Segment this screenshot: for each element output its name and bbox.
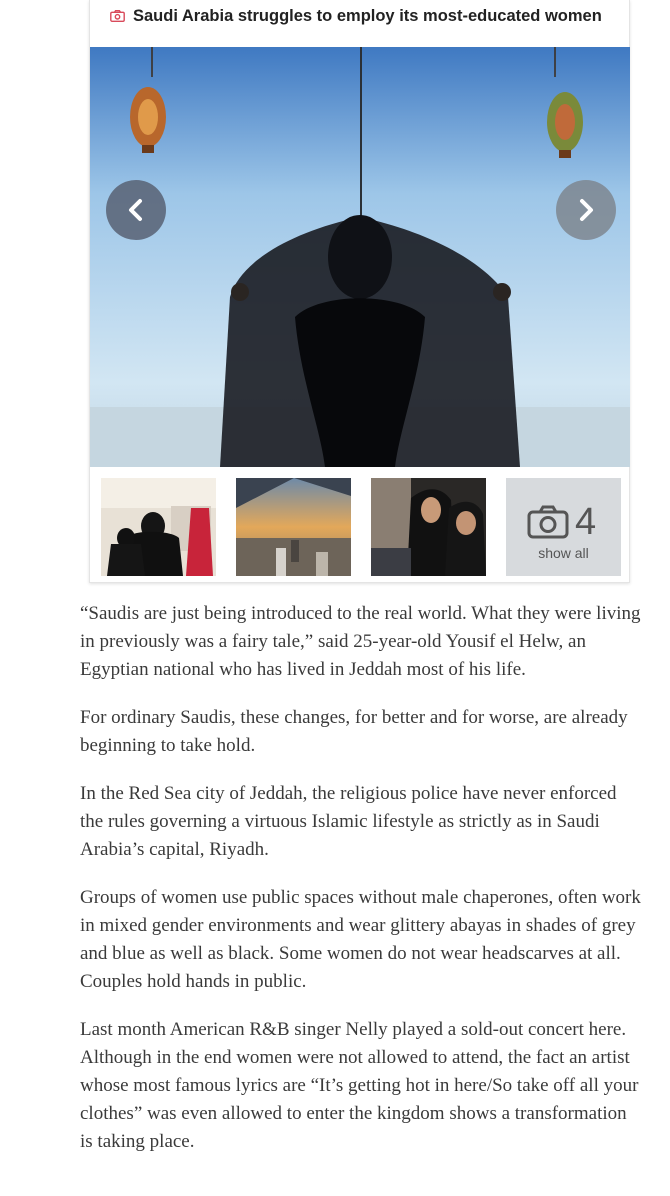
chevron-right-icon: [573, 197, 599, 223]
thumbnail-2[interactable]: [236, 478, 351, 576]
chevron-left-icon: [123, 197, 149, 223]
next-photo-button[interactable]: [556, 180, 616, 240]
women-working-at-computers-photo: [371, 478, 486, 576]
woman-in-black-abaya-photo[interactable]: [90, 47, 630, 467]
article-paragraph: For ordinary Saudis, these changes, for better and for worse, are already beginning to take hold.: [80, 707, 628, 756]
show-all-photos-button[interactable]: [506, 478, 621, 576]
article-body: [80, 600, 642, 1176]
previous-photo-button[interactable]: [106, 180, 166, 240]
camera-icon: [527, 505, 569, 539]
article-paragraph: In the Red Sea city of Jeddah, the religious police have never enforced the rules governing a virtuous Islamic lifestyle as strictly as in Saudi Arabia’s capital, Riyadh.: [80, 783, 617, 860]
photo-gallery: [89, 0, 630, 583]
article-paragraph: Groups of women use public spaces without male chaperones, often work in mixed gender environments and wear glittery abayas in shades of grey and blue as well as black. Some women do not wear headscarves at all. Couples hold hands in public.: [80, 887, 641, 992]
thumbnail-3[interactable]: [371, 478, 486, 576]
show-all-label: show all: [538, 545, 589, 561]
gallery-title[interactable]: [110, 4, 602, 28]
riyadh-skyline-at-sunset-photo: [236, 478, 351, 576]
camera-icon: [110, 10, 125, 22]
gallery-title-text[interactable]: Saudi Arabia struggles to employ its most-educated women: [133, 6, 602, 25]
show-all-row: [527, 503, 596, 541]
women-in-abayas-shopping-photo: [101, 478, 216, 576]
article-paragraph: Last month American R&B singer Nelly played a sold-out concert here. Although in the end women were not allowed to attend, the fact an artist whose most famous lyrics are “It’s getting hot in here/So take off all your clothes” was even allowed to enter the kingdom shows a transformation is taking place.: [80, 1019, 639, 1152]
article-paragraph: “Saudis are just being introduced to the real world. What they were living in previously was a fairy tale,” said 25-year-old Yousif el Helw, an Egyptian national who has lived in Jeddah most of his life.: [80, 603, 641, 680]
thumbnail-1[interactable]: [101, 478, 216, 576]
photo-count: 4: [575, 501, 597, 543]
